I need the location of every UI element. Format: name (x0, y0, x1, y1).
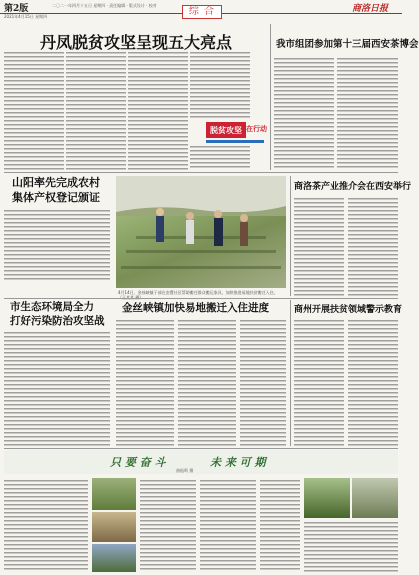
headline-shanyang-line2: 集体产权登记颁证 (12, 191, 100, 204)
headline-eco-line2: 打好污染防治攻坚战 (10, 315, 105, 327)
article-body (140, 480, 196, 572)
section-rule (4, 172, 398, 173)
article-body (240, 320, 286, 446)
headline-dan-feng: 丹凤脱贫攻坚呈现五大亮点 (40, 33, 233, 52)
article-body (128, 52, 188, 170)
column-rule (290, 176, 291, 296)
column-rule (290, 300, 291, 446)
masthead-logo: 商洛日报 (352, 4, 389, 14)
article-body (66, 52, 126, 170)
headline-tea-promotion: 商洛茶产业推介会在西安举行 (294, 182, 412, 192)
headline-jinsixia: 金丝峡镇加快易地搬迁入住进度 (122, 302, 269, 314)
article-body (190, 146, 250, 170)
article-body (304, 522, 398, 572)
article-body (4, 332, 110, 446)
feature-photo-1 (92, 478, 136, 510)
news-photo-farm (116, 176, 286, 288)
section-rule (4, 448, 398, 449)
section-label: 综 合 (182, 5, 222, 19)
headline-eco-line1: 市生态环境局全力 (10, 301, 94, 313)
campaign-badge: 脱贫攻坚 (206, 122, 246, 138)
article-body (348, 320, 398, 446)
section-rule (4, 298, 398, 299)
feature-banner (4, 450, 398, 474)
campaign-badge-suffix: 在行动 (246, 125, 267, 133)
article-body (260, 480, 300, 572)
article-body (4, 52, 64, 170)
date-line: 2021年4月15日 星期四 (4, 14, 48, 19)
feature-title-b: 未 来 可 期 (210, 456, 266, 469)
header-info-line: 二〇二一年四月十五日 星期四 · 责任编辑 · 版式设计 · 校对 (52, 3, 157, 8)
feature-photo-3 (92, 544, 136, 572)
article-body (190, 52, 250, 118)
article-body (294, 198, 344, 296)
column-rule (270, 24, 271, 170)
feature-photo-2 (92, 512, 136, 542)
campaign-ribbon (206, 140, 264, 143)
article-body (274, 58, 334, 170)
photo-caption: 4月14日，金丝峡镇干部在安置社区帮助搬迁群众搬运家具，加快推进易地扶贫搬迁入住。 (118, 290, 278, 295)
headline-shangzhou: 商州开展扶贫领域警示教育 (294, 305, 403, 315)
article-body (116, 320, 174, 446)
feature-photo-4 (304, 478, 350, 518)
article-body (337, 58, 398, 170)
article-body (294, 320, 344, 446)
article-body (4, 480, 88, 572)
feature-byline: 曲振鸣 摄 (176, 468, 194, 473)
feature-photo-5 (352, 478, 398, 518)
headline-tea-expo: 我市组团参加第十三届西安茶博会 (276, 39, 419, 50)
article-body (200, 480, 256, 572)
article-body (348, 198, 398, 296)
article-body (178, 320, 236, 446)
feature-title-a: 只 要 奋 斗 (110, 456, 166, 469)
article-body (4, 210, 110, 280)
headline-shanyang-line1: 山阳率先完成农村 (12, 176, 100, 189)
page-number: 第2版 (4, 4, 29, 14)
